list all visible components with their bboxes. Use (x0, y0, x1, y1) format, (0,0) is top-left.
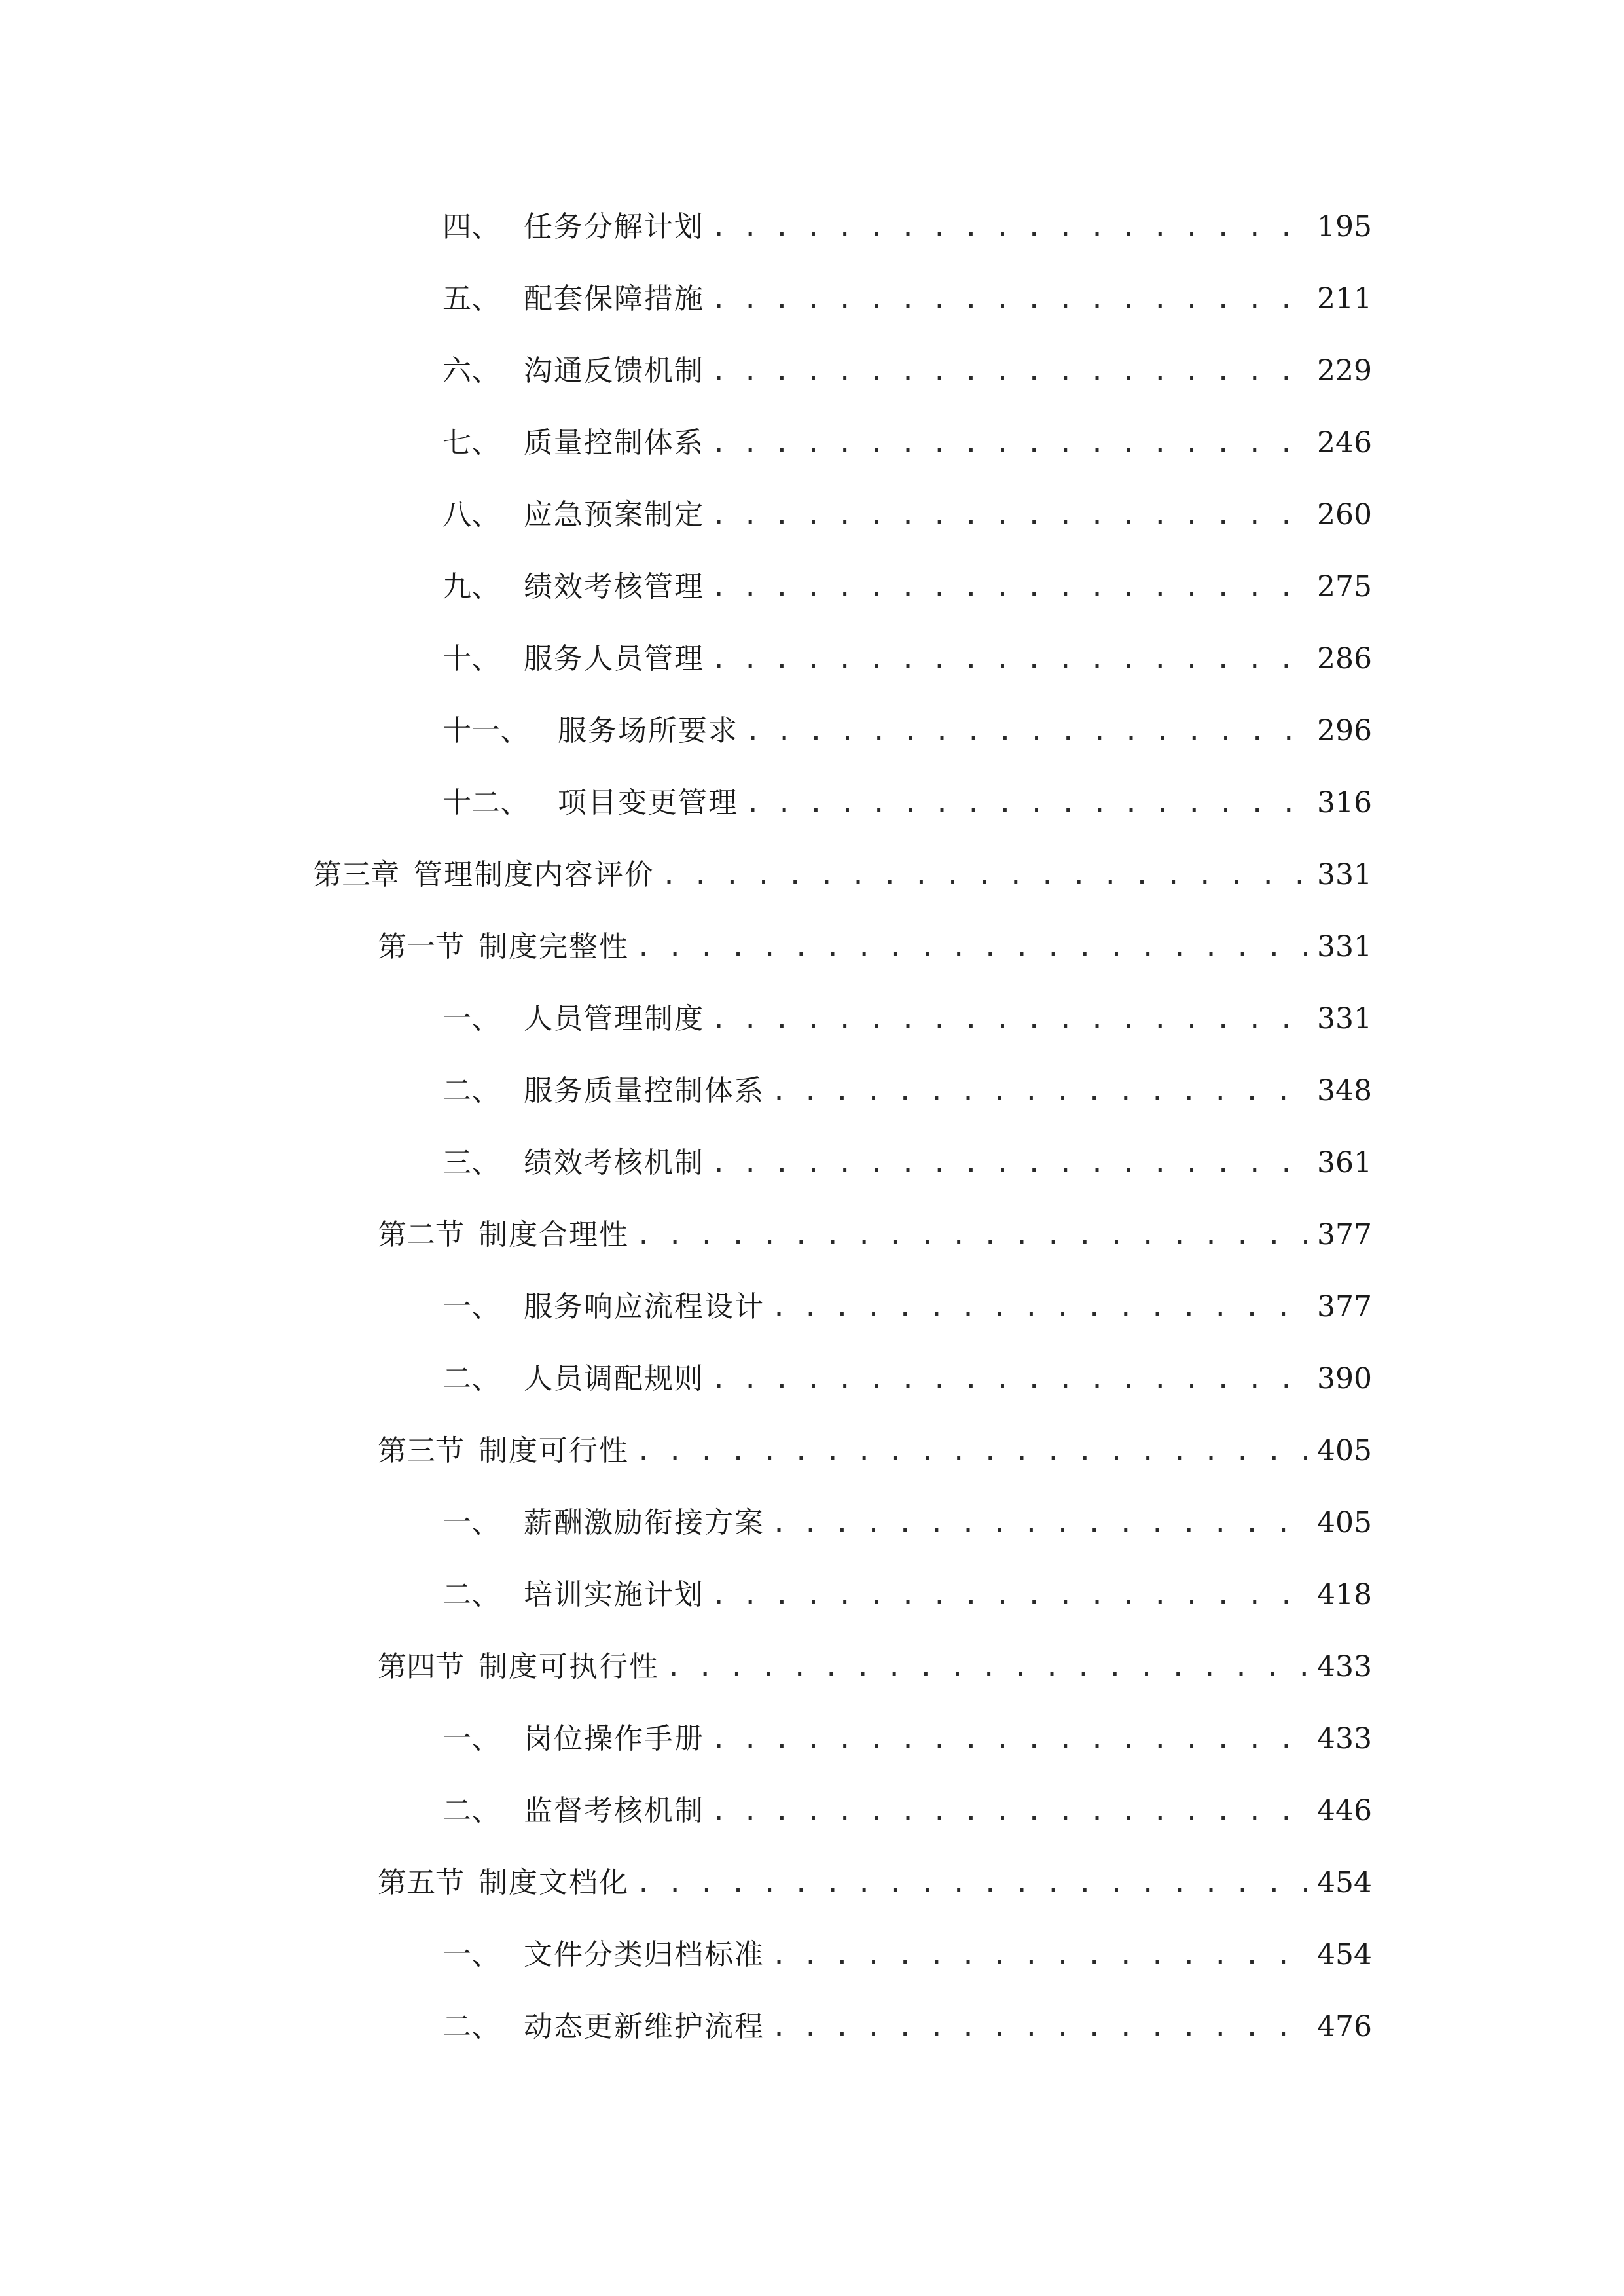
dot-leader (765, 1929, 1307, 1981)
page-number: 331 (1317, 930, 1372, 963)
entry-number: 四、 (442, 210, 500, 243)
dot-leader (659, 1641, 1307, 1693)
toc-entry (442, 1281, 1372, 1333)
toc-entry (442, 1929, 1372, 1981)
section-title: 制度合理性 (478, 1218, 629, 1251)
entry-title: 沟通反馈机制 (524, 354, 704, 387)
page-number: 331 (1317, 1002, 1372, 1035)
toc-entry (442, 705, 1372, 757)
dot-leader (704, 489, 1307, 541)
chapter-number: 第三章 (313, 858, 399, 891)
page-number: 331 (1317, 858, 1372, 891)
dot-leader (765, 2001, 1307, 2053)
dot-leader (704, 633, 1307, 685)
page-number: 275 (1317, 570, 1372, 603)
entry-title: 服务人员管理 (524, 642, 704, 675)
page-number: 454 (1317, 1866, 1372, 1899)
toc-entry (442, 1569, 1372, 1621)
entry-title: 绩效考核机制 (524, 1146, 704, 1179)
toc-entry (442, 1713, 1372, 1765)
toc-entry-section (378, 1641, 1372, 1693)
toc-entry-chapter (313, 849, 1372, 901)
page-number: 296 (1317, 714, 1372, 747)
page-number: 246 (1317, 426, 1372, 459)
page-number: 229 (1317, 354, 1372, 387)
entry-title: 薪酬激励衔接方案 (524, 1506, 765, 1539)
dot-leader (629, 1857, 1307, 1909)
entry-title: 人员调配规则 (524, 1362, 704, 1395)
entry-title: 监督考核机制 (524, 1794, 704, 1827)
entry-number: 六、 (442, 354, 500, 387)
page-number: 390 (1317, 1362, 1372, 1395)
entry-number: 九、 (442, 570, 500, 603)
page-number: 446 (1317, 1794, 1372, 1827)
entry-title: 应急预案制定 (524, 498, 704, 531)
section-title: 制度文档化 (478, 1866, 629, 1899)
toc-entry (442, 777, 1372, 829)
toc-entry (442, 993, 1372, 1045)
entry-number: 一、 (442, 1506, 500, 1539)
dot-leader (704, 345, 1307, 397)
dot-leader (704, 1137, 1307, 1189)
page-number: 476 (1317, 2010, 1372, 2043)
entry-number: 二、 (442, 2010, 500, 2043)
entry-number: 一、 (442, 1002, 500, 1035)
page-number: 286 (1317, 642, 1372, 675)
entry-number: 八、 (442, 498, 500, 531)
section-title: 制度完整性 (478, 930, 629, 963)
toc-entry-section (378, 1425, 1372, 1477)
toc-entry (442, 633, 1372, 685)
toc-entry-section (378, 921, 1372, 973)
dot-leader (765, 1281, 1307, 1333)
section-title: 制度可执行性 (478, 1650, 659, 1683)
entry-number: 五、 (442, 282, 500, 315)
toc-entry (442, 2001, 1372, 2053)
dot-leader (765, 1065, 1307, 1117)
page-number: 260 (1317, 498, 1372, 531)
dot-leader (629, 1209, 1307, 1261)
entry-number: 二、 (442, 1794, 500, 1827)
entry-title: 绩效考核管理 (524, 570, 704, 603)
entry-number: 二、 (442, 1074, 500, 1107)
entry-number: 三、 (442, 1146, 500, 1179)
toc-entry (442, 1497, 1372, 1549)
entry-title: 服务场所要求 (558, 714, 738, 747)
dot-leader (629, 921, 1307, 973)
entry-title: 培训实施计划 (524, 1578, 704, 1611)
chapter-title: 管理制度内容评价 (414, 858, 655, 891)
entry-number: 一、 (442, 1938, 500, 1971)
toc-entry (442, 561, 1372, 613)
page-number: 377 (1317, 1290, 1372, 1323)
page-number: 316 (1317, 786, 1372, 819)
entry-title: 服务响应流程设计 (524, 1290, 765, 1323)
toc-entry (442, 345, 1372, 397)
page-number: 454 (1317, 1938, 1372, 1971)
entry-title: 文件分类归档标准 (524, 1938, 765, 1971)
section-number: 第一节 (378, 930, 464, 963)
dot-leader (738, 777, 1307, 829)
toc-entry (442, 1785, 1372, 1837)
section-number: 第四节 (378, 1650, 464, 1683)
entry-title: 项目变更管理 (558, 786, 738, 819)
entry-number: 二、 (442, 1578, 500, 1611)
toc-entry (442, 417, 1372, 469)
dot-leader (704, 417, 1307, 469)
dot-leader (629, 1425, 1307, 1477)
entry-number: 七、 (442, 426, 500, 459)
page-number: 433 (1317, 1722, 1372, 1755)
dot-leader (765, 1497, 1307, 1549)
page-number: 433 (1317, 1650, 1372, 1683)
page-number: 361 (1317, 1146, 1372, 1179)
dot-leader (704, 993, 1307, 1045)
page-number: 195 (1317, 210, 1372, 243)
section-number: 第五节 (378, 1866, 464, 1899)
entry-number: 一、 (442, 1722, 500, 1755)
toc-entry (442, 273, 1372, 325)
page-number: 348 (1317, 1074, 1372, 1107)
dot-leader (704, 1569, 1307, 1621)
dot-leader (704, 273, 1307, 325)
page-number: 211 (1317, 282, 1372, 315)
entry-title: 岗位操作手册 (524, 1722, 704, 1755)
entry-number: 十、 (442, 642, 500, 675)
page-number: 405 (1317, 1506, 1372, 1539)
dot-leader (738, 705, 1307, 757)
toc-entry (442, 1065, 1372, 1117)
entry-title: 任务分解计划 (524, 210, 704, 243)
dot-leader (704, 1713, 1307, 1765)
page-number: 405 (1317, 1434, 1372, 1467)
toc-entry (442, 1353, 1372, 1405)
section-number: 第二节 (378, 1218, 464, 1251)
section-title: 制度可行性 (478, 1434, 629, 1467)
entry-title: 质量控制体系 (524, 426, 704, 459)
section-number: 第三节 (378, 1434, 464, 1467)
dot-leader (704, 1353, 1307, 1405)
entry-title: 人员管理制度 (524, 1002, 704, 1035)
entry-number: 二、 (442, 1362, 500, 1395)
entry-title: 配套保障措施 (524, 282, 704, 315)
dot-leader (704, 561, 1307, 613)
toc-entry-section (378, 1209, 1372, 1261)
entry-number: 十二、 (442, 786, 529, 819)
entry-title: 服务质量控制体系 (524, 1074, 765, 1107)
toc-entry (442, 489, 1372, 541)
page-number: 377 (1317, 1218, 1372, 1251)
toc-entry (442, 1137, 1372, 1189)
page-number: 418 (1317, 1578, 1372, 1611)
toc-entry-section (378, 1857, 1372, 1909)
entry-number: 一、 (442, 1290, 500, 1323)
entry-title: 动态更新维护流程 (524, 2010, 765, 2043)
dot-leader (655, 849, 1307, 901)
dot-leader (704, 1785, 1307, 1837)
dot-leader (704, 201, 1307, 253)
toc-entry (442, 201, 1372, 253)
entry-number: 十一、 (442, 714, 529, 747)
